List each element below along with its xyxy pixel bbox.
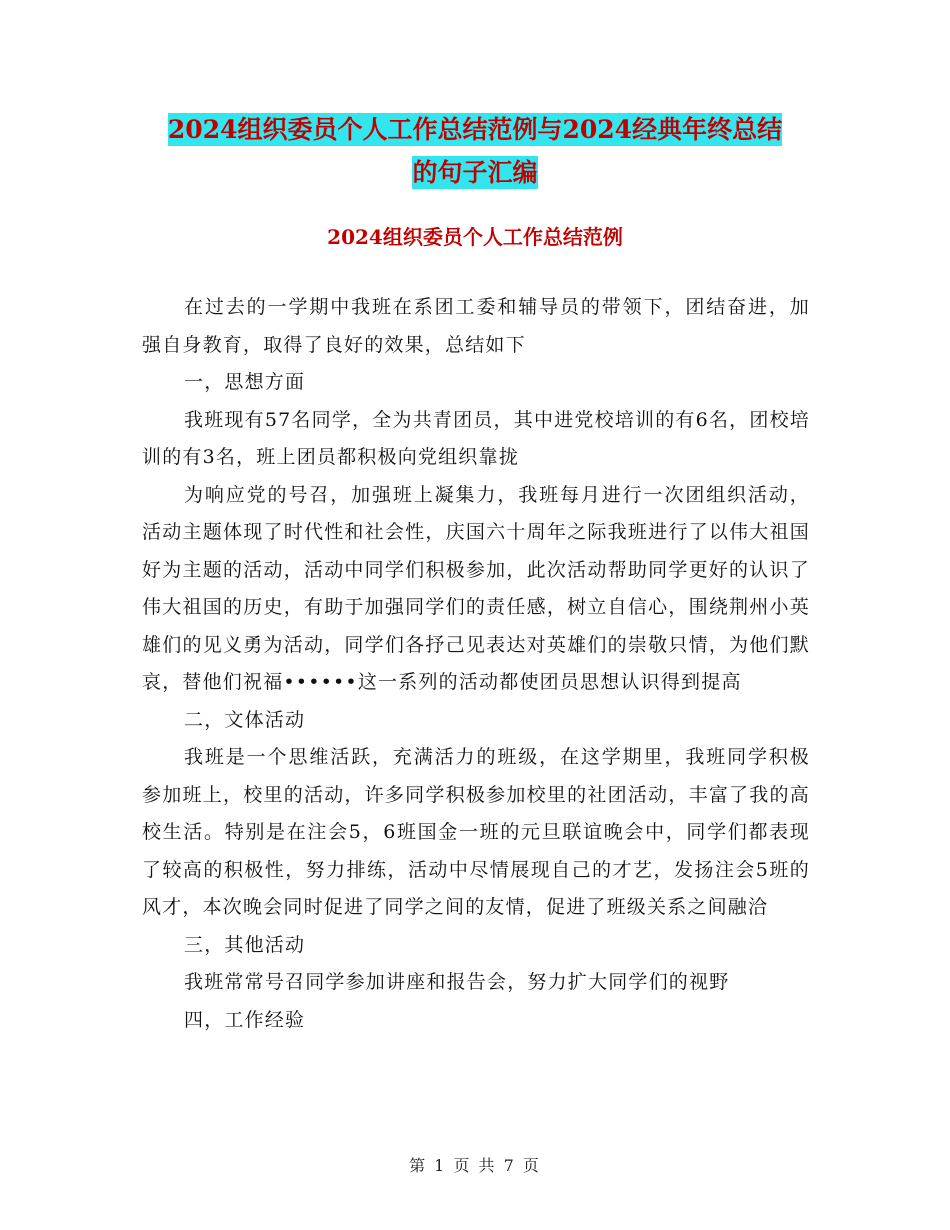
heading-culture-sports: 二，文体活动 [184, 708, 306, 731]
heading-thought: 一，思想方面 [184, 371, 306, 393]
section-title: 2024组织委员个人工作总结范例 [327, 225, 623, 249]
document-title-line-2 [0, 155, 950, 191]
document-body [142, 289, 810, 1039]
paragraph-activities: 为响应党的号召，加强班上凝集力，我班每月进行一次团组织活动，活动主题体现了时代性和社会性，庆国六十周年之际我班进行了以伟大祖国好为主题的活动，活动中同学们积极参加，此次活动帮助同学更好的认识了伟大祖国的历史，有助于加强同学们的责任感，树立自信心，围绕荆州小英雄们的见义勇为活动，同学们各抒己见表达对英雄们的崇敬只情，为他们默哀，替他们祝福••••••这一系列的活动都使团员思想认识得到提高 [142, 483, 810, 693]
paragraph-members: 我班现有57名同学，全为共青团员，其中进党校培训的有6名，团校培训的有3名，班上团员都积极向党组织靠拢 [142, 408, 810, 468]
document-title-line-1 [0, 112, 950, 148]
paragraph-culture: 我班是一个思维活跃，充满活力的班级，在这学期里，我班同学积极参加班上，校里的活动，许多同学积极参加校里的社团活动，丰富了我的高校生活。特别是在注会5，6班国金一班的元旦联谊晚会中，同学们都表现了较高的积极性，努力排练，活动中尽情展现自己的才艺，发扬注会5班的风才，本次晚会同时促进了同学之间的友情，促进了班级关系之间融洽 [142, 746, 810, 918]
title-highlight-2: 的句子汇编 [412, 158, 538, 187]
paragraph-other: 我班常常号召同学参加讲座和报告会，努力扩大同学们的视野 [184, 971, 730, 993]
page-number: 第 1 页 共 7 页 [409, 1156, 541, 1175]
paragraph-intro: 在过去的一学期中我班在系团工委和辅导员的带领下，团结奋进，加强自身教育，取得了良好的效果，总结如下 [142, 296, 810, 356]
heading-other: 三，其他活动 [184, 933, 306, 956]
heading-experience: 四，工作经验 [184, 1008, 306, 1031]
title-highlight-1: 2024组织委员个人工作总结范例与2024经典年终总结 [167, 115, 783, 144]
